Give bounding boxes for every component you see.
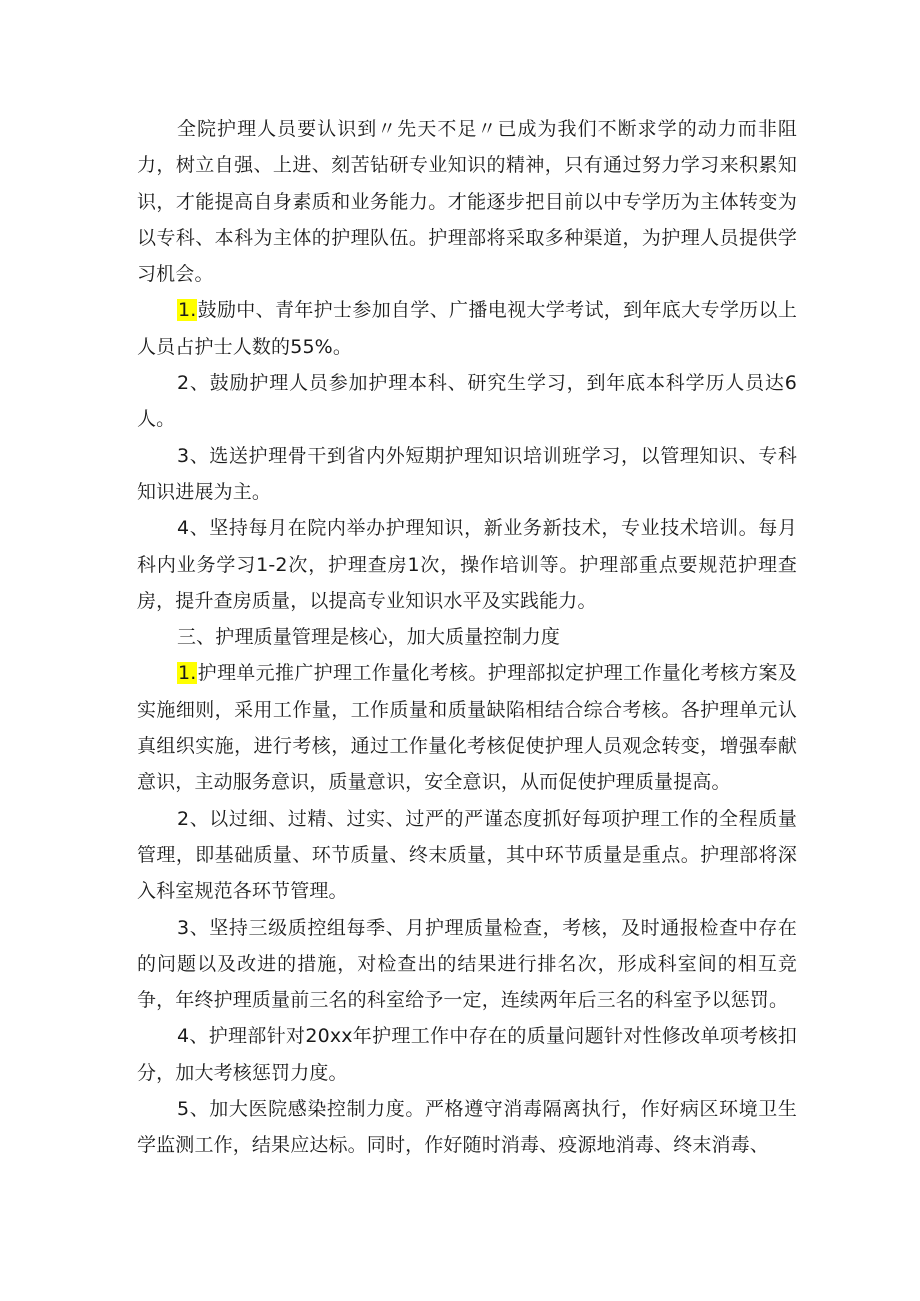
highlighted-list-marker: 1. xyxy=(178,662,197,685)
paragraph-item-4 xyxy=(137,1018,797,1091)
highlighted-list-marker: 1. xyxy=(178,299,197,322)
paragraph-item-1 xyxy=(137,292,797,365)
paragraph-item-2 xyxy=(137,365,797,438)
heading-text: 三、护理质量管理是核心，加大质量控制力度 xyxy=(177,626,561,649)
paragraph-item-2 xyxy=(137,801,797,910)
paragraph-text: 2、鼓励护理人员参加护理本科、研究生学习，到年底本科学历人员达6人。 xyxy=(137,372,797,431)
paragraph-item-1 xyxy=(137,655,797,800)
paragraph-text: 4、护理部针对20xx年护理工作中存在的质量问题针对性修改单项考核扣分，加大考核惩罚力度。 xyxy=(137,1025,797,1084)
paragraph-item-5 xyxy=(137,1091,797,1164)
document-body xyxy=(137,111,797,1164)
paragraph-item-3 xyxy=(137,438,797,511)
paragraph-text: 2、以过细、过精、过实、过严的严谨态度抓好每项护理工作的全程质量管理，即基础质量、环节质量、终末质量，其中环节质量是重点。护理部将深入科室规范各环节管理。 xyxy=(137,807,797,903)
paragraph-text: 鼓励中、青年护士参加自学、广播电视大学考试，到年底大专学历以上人员占护士人数的55%。 xyxy=(137,299,797,358)
paragraph-item-3 xyxy=(137,910,797,1019)
paragraph-item-4 xyxy=(137,510,797,619)
section-heading xyxy=(137,619,797,655)
paragraph-text: 5、加大医院感染控制力度。严格遵守消毒隔离执行，作好病区环境卫生学监测工作，结果应达标。同时，作好随时消毒、疫源地消毒、终末消毒、 xyxy=(137,1098,797,1157)
paragraph-intro xyxy=(137,111,797,292)
paragraph-text: 4、坚持每月在院内举办护理知识，新业务新技术，专业技术培训。每月科内业务学习1-2次，护理查房1次，操作培训等。护理部重点要规范护理查房，提升查房质量，以提高专业知识水平及实践能力。 xyxy=(137,517,797,612)
paragraph-text: 护理单元推广护理工作量化考核。护理部拟定护理工作量化考核方案及实施细则，采用工作量，工作质量和质量缺陷相结合综合考核。各护理单元认真组织实施，进行考核，通过工作量化考核促使护理人员观念转变，增强奉献意识，主动服务意识，质量意识，安全意识，从而促使护理质量提高。 xyxy=(137,662,797,794)
paragraph-text: 3、选送护理骨干到省内外短期护理知识培训班学习，以管理知识、专科知识进展为主。 xyxy=(137,444,797,503)
paragraph-text: 全院护理人员要认识到〃先天不足〃已成为我们不断求学的动力而非阻力，树立自强、上进、刻苦钻研专业知识的精神，只有通过努力学习来积累知识，才能提高自身素质和业务能力。才能逐步把目前以中专学历为主体转变为以专科、本科为主体的护理队伍。护理部将采取多种渠道，为护理人员提供学习机会。 xyxy=(137,118,797,286)
paragraph-text: 3、坚持三级质控组每季、月护理质量检查，考核，及时通报检查中存在的问题以及改进的措施，对检查出的结果进行排名次，形成科室间的相互竞争，年终护理质量前三名的科室给予一定，连续两年后三名的科室予以惩罚。 xyxy=(137,916,797,1012)
